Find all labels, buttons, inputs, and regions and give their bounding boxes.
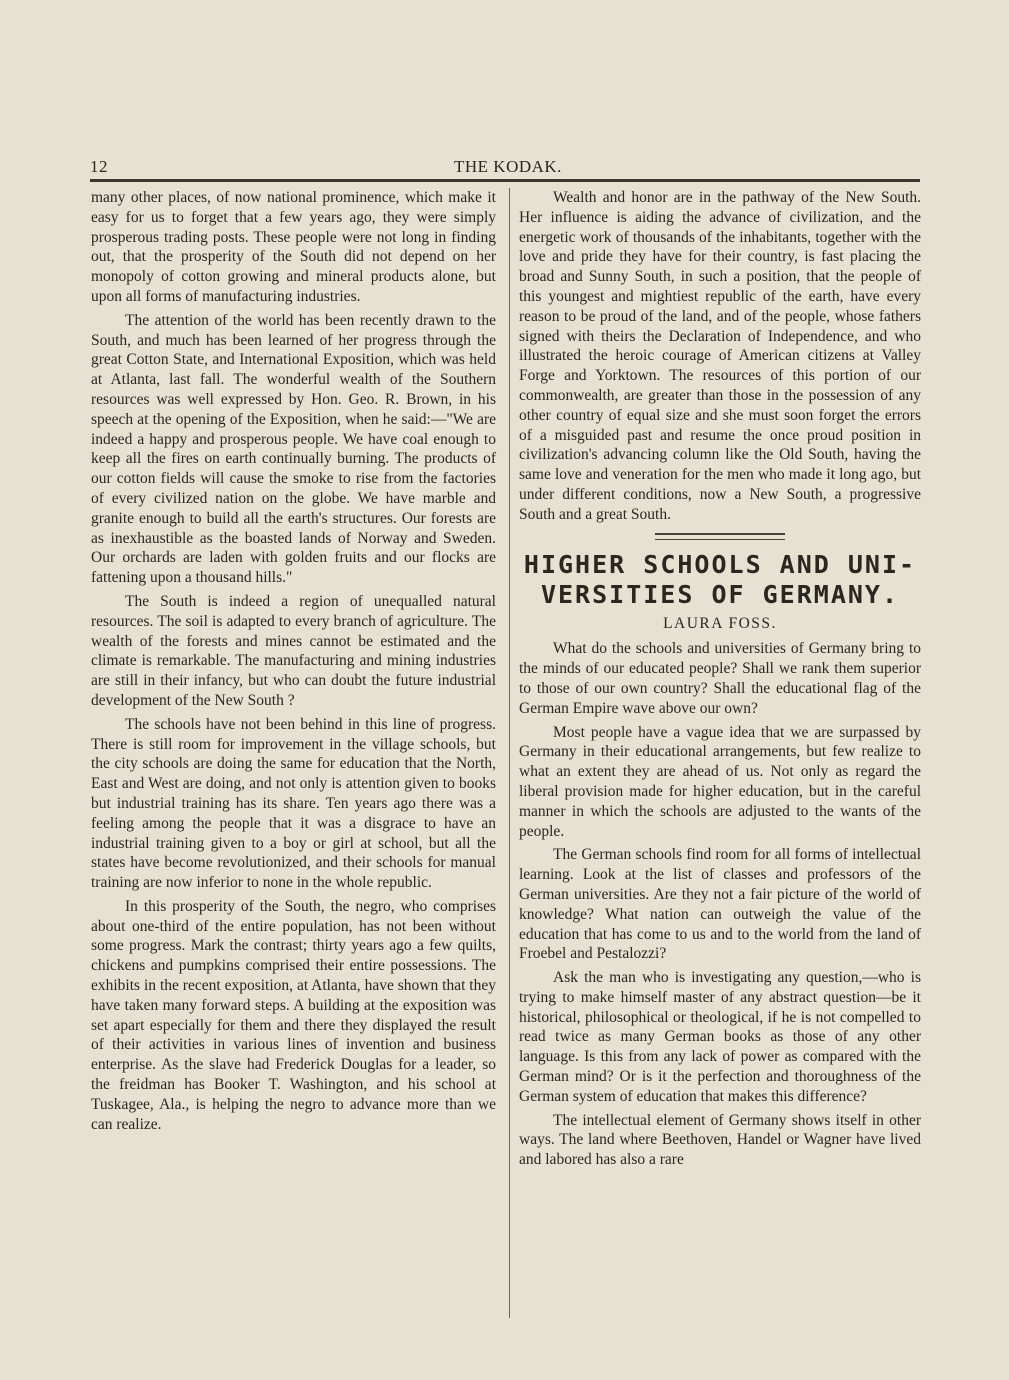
paragraph: The attention of the world has been recently drawn to the South, and much has been learned of her progress through the great Cotton State, and International Exposition, which was held at Atlanta, last fall. The wonderful wealth of the Southern resources was well expressed by Hon. Geo. R. Brown, in his speech at the opening of the Exposition, when he said:—"We are indeed a happy and prosperous people. We have coal enough to keep all the fires on earth continually burning. The products of our cotton fields will cause the smoke to rise from the factories of every civilized nation on the globe. We have marble and granite enough to build all the earth's structures. Our forests are as inexhaustible as the boasted lands of Norway and Sweden. Our orchards are laden with golden fruits and our flocks are fattening upon a thousand hills." bbox=[91, 311, 496, 587]
paragraph: Ask the man who is investigating any question,—who is trying to make himself master of any abstract question—be it historical, philosophical or theological, if he is not compelled to read twice as many German books as those of any other language. Is this from any lack of power as compared with the German mind? Or is it the perfection and thoroughness of the German system of education that makes this difference? bbox=[519, 969, 921, 1105]
paragraph: many other places, of now national prominence, which make it easy for us to forget that a few years ago, they were simply prosperous trading posts. These people were not long in finding out, that the prosperity of the South did not depend on her monopoly of cotton growing and mineral products alone, but upon all forms of manufacturing industries. bbox=[91, 189, 496, 305]
paragraph: The German schools find room for all forms of intellectual learning. Look at the list of classes and professors of the German universities. Are they not a fair picture of the world of knowledge? What nation can outweigh the value of the education that has come to us and to the world from the land of Froebel and Pestalozzi? bbox=[519, 846, 921, 963]
publication-title: THE KODAK. bbox=[454, 157, 562, 176]
article-title-line: HIGHER SCHOOLS AND UNI- bbox=[523, 549, 917, 579]
paragraph: Most people have a vague idea that we are surpassed by Germany in their educational arrangements, but few realize to what an extent they are ahead of us. Not only as regard the liberal provision made for higher education, but in the careful manner in which the schools are adjusted to the wants of the people. bbox=[519, 723, 921, 840]
paragraph: The South is indeed a region of unequalled natural resources. The soil is adapted to every branch of agriculture. The wealth of the forests and mines cannot be estimated and the climate is remarkable. The manufacturing and mining industries are still in their infancy, but who can doubt the future industrial development of the New South ? bbox=[91, 592, 496, 709]
paragraph: What do the schools and universities of Germany bring to the minds of our educated people? Shall we rank them superior to those of our own country? Shall the educational flag of the German Empire wave above our own? bbox=[519, 640, 921, 717]
article-title-line: VERSITIES OF GERMANY. bbox=[540, 579, 900, 609]
right-column bbox=[519, 188, 921, 1174]
page-number: 12 bbox=[90, 157, 108, 176]
article-author: LAURA FOSS. bbox=[663, 614, 777, 632]
article-title bbox=[519, 550, 921, 610]
paragraph: In this prosperity of the South, the negro, who comprises about one-third of the entire population, has not been without some progress. Mark the contrast; thirty years ago a few quilts, chickens and pumpkins comprised their entire possessions. The exhibits in the recent exposition, at Atlanta, have shown that they have taken many forward steps. A building at the exposition was set apart especially for them and there they displayed the result of their activities in various lines of invention and business enterprise. As the slave had Frederick Douglas for a leader, so the freidman has Booker T. Washington, and his school at Tuskagee, Ala., is helping the negro to advance more than we can realize. bbox=[91, 897, 496, 1133]
page-header bbox=[90, 157, 920, 182]
column-divider bbox=[509, 188, 510, 1318]
section-separator bbox=[655, 533, 785, 540]
left-column bbox=[91, 188, 496, 1138]
paragraph: The intellectual element of Germany shows itself in other ways. The land where Beethoven, Handel or Wagner have lived and labored has also a rare bbox=[519, 1111, 921, 1169]
paragraph: Wealth and honor are in the pathway of the New South. Her influence is aiding the advance of civilization, and the energetic work of thousands of the inhabitants, together with the love and pride they have for their country, is fast placing the broad and Sunny South, in such a position, that the people of this youngest and mightiest republic of the earth, have every reason to be proud of the land, and of the people, whose fathers signed with theirs the Declaration of Independence, and who illustrated the heroic courage of American citizens at Valley Forge and Yorktown. The resources of this portion of our commonwealth, are greater than those in the possession of any other country of equal size and she must soon forget the errors of a misguided past and resume the once proud position in civilization's advancing column like the Old South, having the same love and veneration for the men who made it long ago, but under different conditions, now a New South, a progressive South and a great South. bbox=[519, 189, 921, 523]
paragraph: The schools have not been behind in this line of progress. There is still room for improvement in the village schools, but the city schools are doing the same for education that the North, East and West are doing, and not only is attention given to books but industrial training has its share. Ten years ago there was a feeling among the people that it was a disgrace to have an industrial training given to a boy or girl at school, but all the states have become revolutionized, and their schools for manual training are now inferior to none in the whole republic. bbox=[91, 715, 496, 892]
